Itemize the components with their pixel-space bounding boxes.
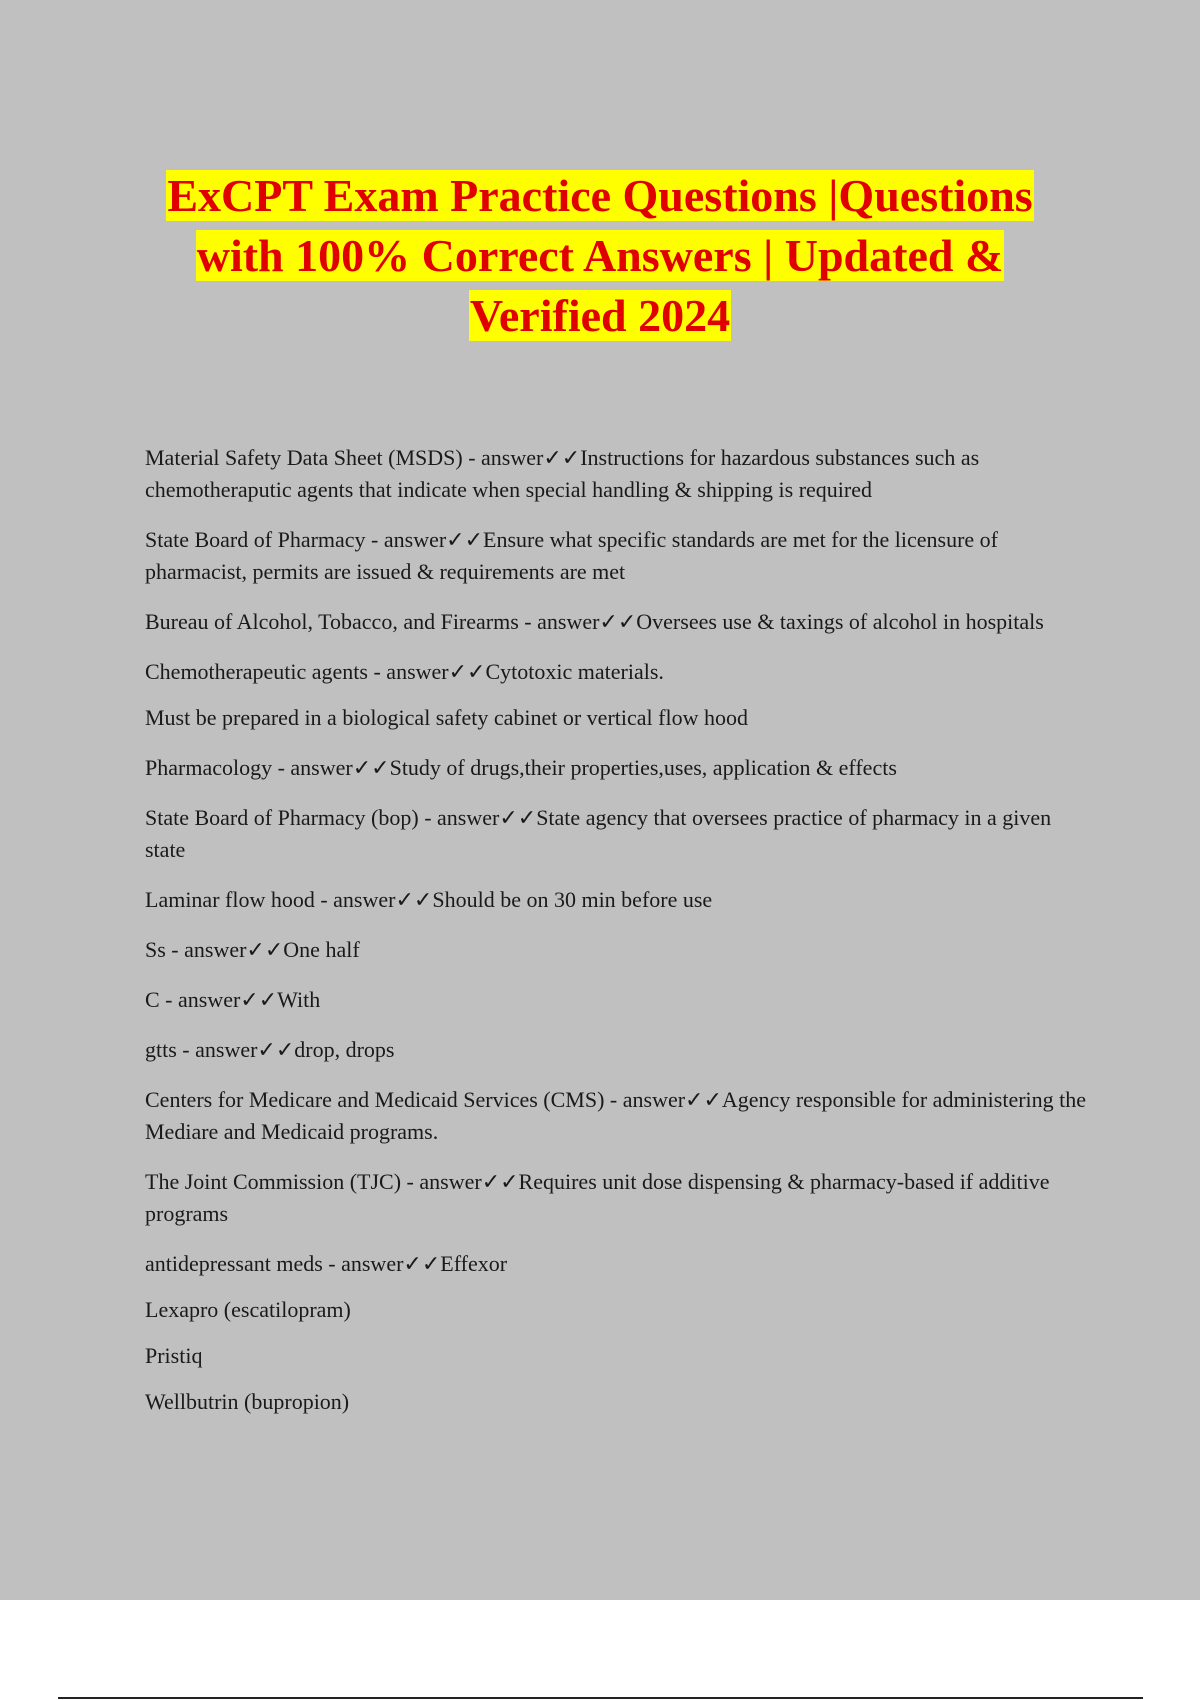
- title-line-3: [0, 286, 1200, 346]
- list-item: Material Safety Data Sheet (MSDS) - answer✓✓Instructions for hazardous substances such as chemotheraputic agents that indicate when special handling & shipping is required: [145, 445, 980, 502]
- list-item: The Joint Commission (TJC) - answer✓✓Requires unit dose dispensing & pharmacy-based if additive programs: [145, 1169, 1050, 1226]
- list-item: Bureau of Alcohol, Tobacco, and Firearms - answer✓✓Oversees use & taxings of alcohol in hospitals: [145, 609, 1044, 634]
- list-item: antidepressant meds - answer✓✓Effexor: [145, 1251, 508, 1276]
- list-item: Ss - answer✓✓One half: [145, 937, 360, 962]
- list-item: Wellbutrin (bupropion): [145, 1389, 350, 1414]
- list-item: Chemotherapeutic agents - answer✓✓Cytotoxic materials.: [145, 659, 664, 684]
- title-line-2: [0, 226, 1200, 286]
- list-item: gtts - answer✓✓drop, drops: [145, 1037, 395, 1062]
- list-item: State Board of Pharmacy - answer✓✓Ensure what specific standards are met for the licensure of pharmacist, permits are issued & requirements are met: [145, 527, 999, 584]
- document-title: [0, 166, 1200, 346]
- list-item: Lexapro (escatilopram): [145, 1297, 351, 1322]
- list-item: Must be prepared in a biological safety cabinet or vertical flow hood: [145, 705, 748, 730]
- list-item: Pharmacology - answer✓✓Study of drugs,their properties,uses, application & effects: [145, 755, 897, 780]
- list-item: C - answer✓✓With: [145, 987, 321, 1012]
- title-line-1-text: ExCPT Exam Practice Questions |Questions: [167, 170, 1033, 221]
- title-line-3-text: Verified 2024: [469, 290, 731, 341]
- title-line-1: [0, 166, 1200, 226]
- footer-divider: [58, 1697, 1143, 1699]
- list-item: Centers for Medicare and Medicaid Services (CMS) - answer✓✓Agency responsible for administering the Mediare and Medicaid programs.: [145, 1087, 1087, 1144]
- question-list: [145, 442, 1090, 1432]
- list-item: Pristiq: [145, 1343, 203, 1368]
- list-item: Laminar flow hood - answer✓✓Should be on 30 min before use: [145, 887, 713, 912]
- list-item: State Board of Pharmacy (bop) - answer✓✓State agency that oversees practice of pharmacy in a given state: [145, 805, 1052, 862]
- title-line-2-text: with 100% Correct Answers | Updated &: [196, 230, 1004, 281]
